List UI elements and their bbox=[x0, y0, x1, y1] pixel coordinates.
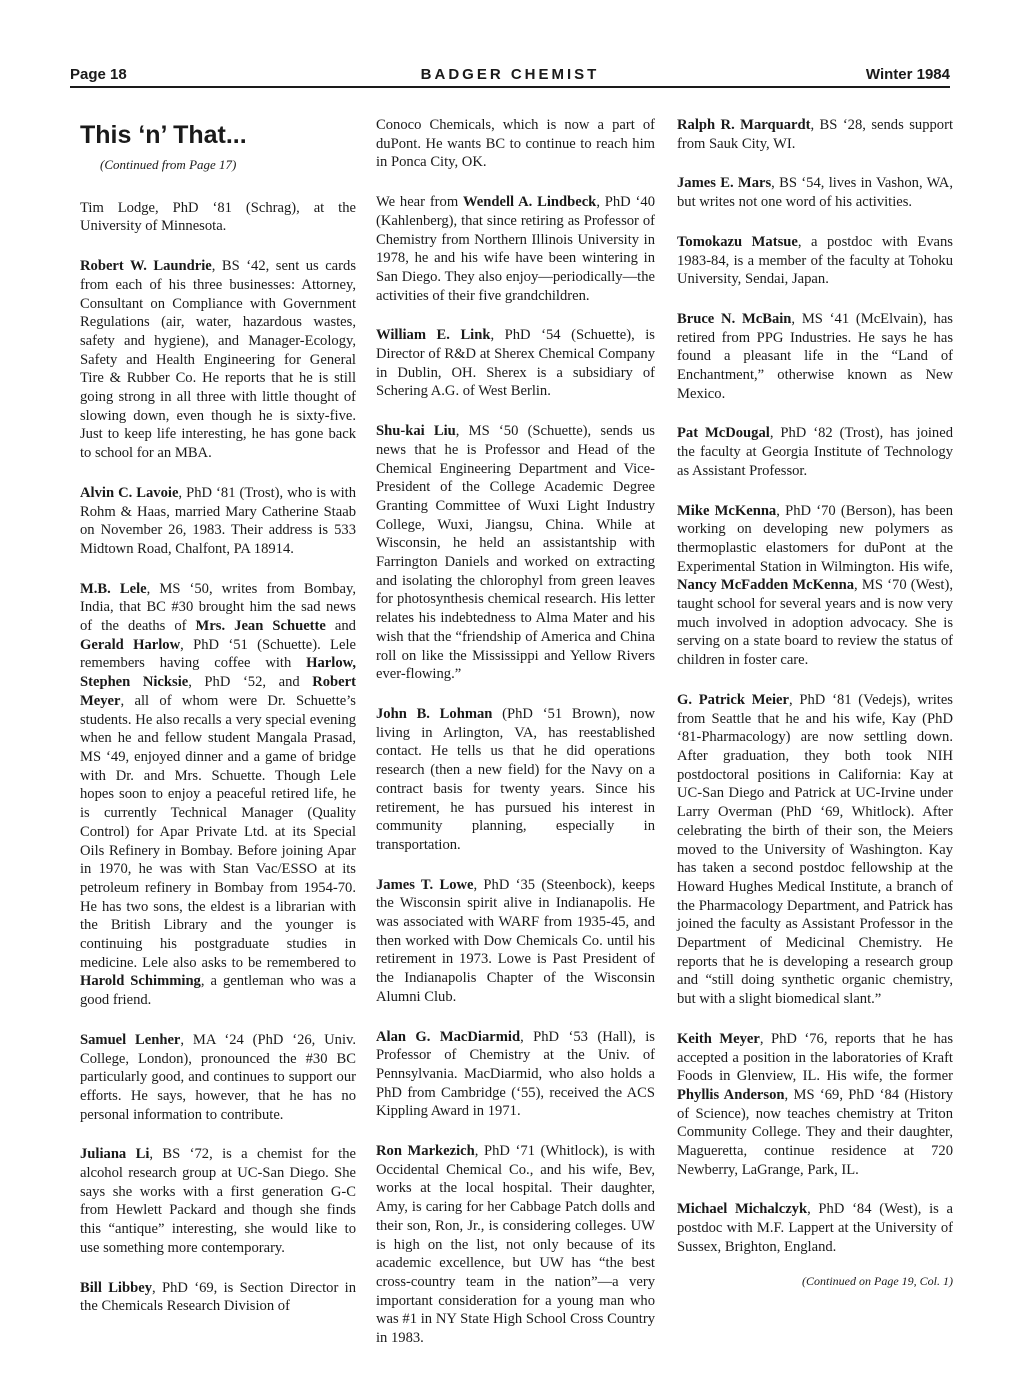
alumnus-name: Ralph R. Marquardt bbox=[677, 117, 811, 133]
entry: Ralph R. Marquardt, BS ‘28, sends support from Sauk City, WI. bbox=[677, 117, 953, 152]
column-2 bbox=[376, 116, 655, 1369]
alumnus-name: John B. Lohman bbox=[376, 705, 493, 722]
entry: Alan G. MacDiarmid, PhD ‘53 (Hall), is Professor of Chemistry at the Univ. of Pennsylvania. MacDiarmid, who also holds a PhD from Cambridge (‘55), received the ACS Kippling Award in 1971. bbox=[376, 1028, 655, 1120]
alumnus-name: Bruce N. McBain bbox=[677, 310, 792, 327]
alumnus-name: James T. Lowe bbox=[376, 876, 474, 893]
entry: We hear from Wendell A. Lindbeck, PhD ‘40 (Kahlenberg), that since retiring as Professor of Chemistry from Northern Illinois University in 1978, he and his wife have been wintering in San Diego. They also enjoy—periodically—the activities of their five grandchildren. bbox=[376, 194, 655, 304]
entry-continued: Conoco Chemicals, which is now a part of duPont. He wants BC to continue to reach him in Ponca City, OK. bbox=[376, 117, 655, 171]
alumnus-name: James E. Mars bbox=[677, 175, 772, 192]
alumnus-name: Ron Markezich bbox=[376, 1143, 475, 1160]
entry: Keith Meyer, PhD ‘76, reports that he has accepted a position in the laboratories of Kraft Foods in Glenview, IL. His wife, the former Phyllis Anderson, MS ‘69, PhD ‘84 (History of Science), now teaches chemistry at Triton Community College. They and their daughter, Magueretta, continue residence at 720 Newberry, LaGrange, Park, IL. bbox=[677, 1030, 954, 1178]
entry: William E. Link, PhD ‘54 (Schuette), is Director of R&D at Sherex Chemical Company in Dublin, OH. Sherex is a subsidiary of Schering A.G. of West Berlin. bbox=[376, 327, 655, 400]
alumnus-name: Michael Michalczyk bbox=[677, 1201, 808, 1218]
alumnus-name: Keith Meyer bbox=[677, 1030, 760, 1047]
entry: James T. Lowe, PhD ‘35 (Steenbock), keeps the Wisconsin spirit alive in Indianapolis. He was associated with WARF from 1935-45, and then worked with Dow Chemicals Co. until his retirement in 1973. Lowe is Past President of the Indianapolis Chapter of the Wisconsin Alumni Club. bbox=[376, 876, 655, 1005]
entry: Ron Markezich, PhD ‘71 (Whitlock), is with Occidental Chemical Co., and his wife, Bev, works at the local hospital. Their daughter, Amy, is caring for her Cabbage Patch dolls and their son, Ron, Jr., is considering colleges. UW is high on the list, not only because of its academic excellence, but UW has “the best cross-country team in the nation”—a very important consideration for a young man who was #1 in NY State High School Cross Country in 1983. bbox=[376, 1143, 655, 1347]
alumnus-name: Alvin C. Lavoie bbox=[80, 484, 179, 501]
alumnus-name: Samuel Lenher bbox=[80, 1031, 181, 1048]
entry: Tim Lodge, PhD ‘81 (Schrag), at the University of Minnesota. bbox=[80, 199, 356, 235]
entry: Juliana Li, BS ‘72, is a chemist for the alcohol research group at UC-San Diego. She says she works with a first generation G-C from Hewlett Packard and though she finds this “antique” interesting, she would like to use something more contemporary. bbox=[80, 1146, 356, 1256]
page-number: Page 18 bbox=[70, 66, 127, 83]
continued-on-note: (Continued on Page 19, Col. 1) bbox=[802, 1273, 953, 1288]
section-title: This ‘n’ That... bbox=[80, 121, 247, 149]
alumnus-name: Shu-kai Liu bbox=[376, 423, 456, 440]
publication-title: BADGER CHEMIST bbox=[420, 66, 600, 83]
entry: Robert W. Laundrie, BS ‘42, sent us cards from each of his three businesses: Attorney, Consultant on Compliance with Government Regulations (air, water, hazardous wastes, safety and hygiene), and Manager-Ecology, Safety and Health Engineering for General Tire & Rubber Co. He reports that he is still going strong in all three with little thought of slowing down, even though he is sixty-five. Just to keep life interesting, he has gone back to school for an MBA. bbox=[80, 258, 356, 462]
entry: Samuel Lenher, MA ‘24 (PhD ‘26, Univ. College, London), pronounced the #30 BC particularly good, and continues to support our efforts. He says, however, that he has no personal information to contribute. bbox=[80, 1031, 357, 1123]
entry: Michael Michalczyk, PhD ‘84 (West), is a postdoc with M.F. Lappert at the University of Sussex, Brighton, England. bbox=[677, 1201, 953, 1255]
column-3 bbox=[677, 116, 953, 1290]
entry: John B. Lohman (PhD ‘51 Brown), now living in Arlington, VA, has reestablished contact. He tells us that he did operations research (then a new field) for the Navy on a contract basis for twenty years. Since his retirement, he has pursued his interest in community planning, especially in transportation. bbox=[376, 705, 655, 853]
alumnus-name: Pat McDougal bbox=[677, 425, 770, 442]
header-rule bbox=[70, 86, 950, 88]
continued-from-note: (Continued from Page 17) bbox=[100, 157, 237, 172]
entry: Pat McDougal, PhD ‘82 (Trost), has joined the faculty at Georgia Institute of Technology as Assistant Professor. bbox=[677, 425, 953, 479]
entry: James E. Mars, BS ‘54, lives in Vashon, WA, but writes not one word of his activities. bbox=[677, 175, 953, 211]
alumnus-name: M.B. Lele bbox=[80, 580, 147, 597]
alumnus-name: Alan G. MacDiarmid bbox=[376, 1028, 521, 1045]
entry: Bill Libbey, PhD ‘69, is Section Director in the Chemicals Research Division of bbox=[80, 1279, 356, 1315]
alumnus-name: Wendell A. Lindbeck bbox=[463, 194, 597, 211]
alumnus-name: Bill Libbey bbox=[80, 1279, 152, 1296]
alumnus-name: G. Patrick Meier bbox=[677, 691, 789, 708]
alumnus-name: William E. Link bbox=[376, 327, 491, 344]
column-1 bbox=[80, 116, 356, 1337]
entry: Shu-kai Liu, MS ‘50 (Schuette), sends us news that he is Professor and Head of the Chemical Engineering Department and Vice-President of the College Academic Degree Granting Committee of Wuxi Light Industry College, Wuxi, Jiangsu, China. While at Wisconsin, he held an assistantship with Farrington Daniels and worked on extracting and isolating the chlorophyl from green leaves for photosynthesis chemical research. His letter relates his indebtedness to Alma Mater and his wish that the “friendship of America and China roll on like the Mississippi and Yellow Rivers ever-flowing.” bbox=[376, 423, 655, 683]
entry: Tomokazu Matsue, a postdoc with Evans 1983-84, is a member of the faculty at Tohoku University, Sendai, Japan. bbox=[677, 233, 953, 288]
entry: M.B. Lele, MS ‘50, writes from Bombay, India, that BC #30 brought him the sad news of the deaths of Mrs. Jean Schuette and Gerald Harlow, PhD ‘51 (Schuette). Lele remembers having coffee with Harlow, Stephen Nicksie, PhD ‘52, and Robert Meyer, all of whom were Dr. Schuette’s students. He also recalls a very special evening when he and fellow student Mangala Prasad, MS ‘49, enjoyed dinner and a game of bridge with Dr. and Mrs. Schuette. Though Lele hopes soon to enjoy a peaceful retired life, he is currently Technical Manager (Quality Control) for Apar Private Ltd. at its Special Oils Refinery in Bombay. Before joining Apar in 1970, he was with Stan Vac/ESSO at its petroleum refinery in Bombay from 1954-70. He has two sons, the eldest is a librarian with the British Library and the younger is continuing his postgraduate studies in medicine. Lele also asks to be remembered to Harold Schimming, a gentleman who was a good friend. bbox=[80, 580, 356, 1009]
issue-date: Winter 1984 bbox=[865, 66, 950, 83]
page-header bbox=[70, 66, 950, 88]
alumnus-name: Mike McKenna bbox=[677, 502, 777, 519]
entry: Bruce N. McBain, MS ‘41 (McElvain), has retired from PPG Industries. He says he has found a pleasant life in the “Land of Enchantment,” otherwise known as New Mexico. bbox=[677, 310, 953, 402]
entry: Alvin C. Lavoie, PhD ‘81 (Trost), who is with Rohm & Haas, married Mary Catherine Staab on November 26, 1983. Their address is 533 Midtown Road, Chalfont, PA 18914. bbox=[80, 484, 356, 557]
entry: Mike McKenna, PhD ‘70 (Berson), has been working on developing new polymers as thermoplastic elastomers for duPont at the Experimental Station in Wilmington. His wife, Nancy McFadden McKenna, MS ‘70 (West), taught school for several years and is now very much involved in adoption advocacy. She is serving on a state board to review the status of children in foster care. bbox=[677, 502, 953, 669]
alumnus-name: Robert W. Laundrie bbox=[80, 258, 212, 275]
alumnus-name: Juliana Li bbox=[80, 1146, 150, 1163]
entry: G. Patrick Meier, PhD ‘81 (Vedejs), writes from Seattle that he and his wife, Kay (PhD ‘81-Pharmacology) are now settling down. After graduation, they both took NIH postdoctoral positions in California: Kay at UC-San Diego and Patrick at UC-Irvine under Larry Overman (PhD ‘69, Whitlock). After celebrating the birth of their son, the Meiers moved to the University of Washington. Kay has taken a second postdoc fellowship at the Howard Hughes Medical Institute, a branch of the Pharmacology Department, and Patrick has joined the faculty as Assistant Professor in the Department of Medicinal Chemistry. He reports that he is developing a research group and “still doing synthetic organic chemistry, but with a slight biomedical slant.” bbox=[677, 691, 953, 1008]
alumnus-name: Tomokazu Matsue bbox=[677, 233, 798, 250]
